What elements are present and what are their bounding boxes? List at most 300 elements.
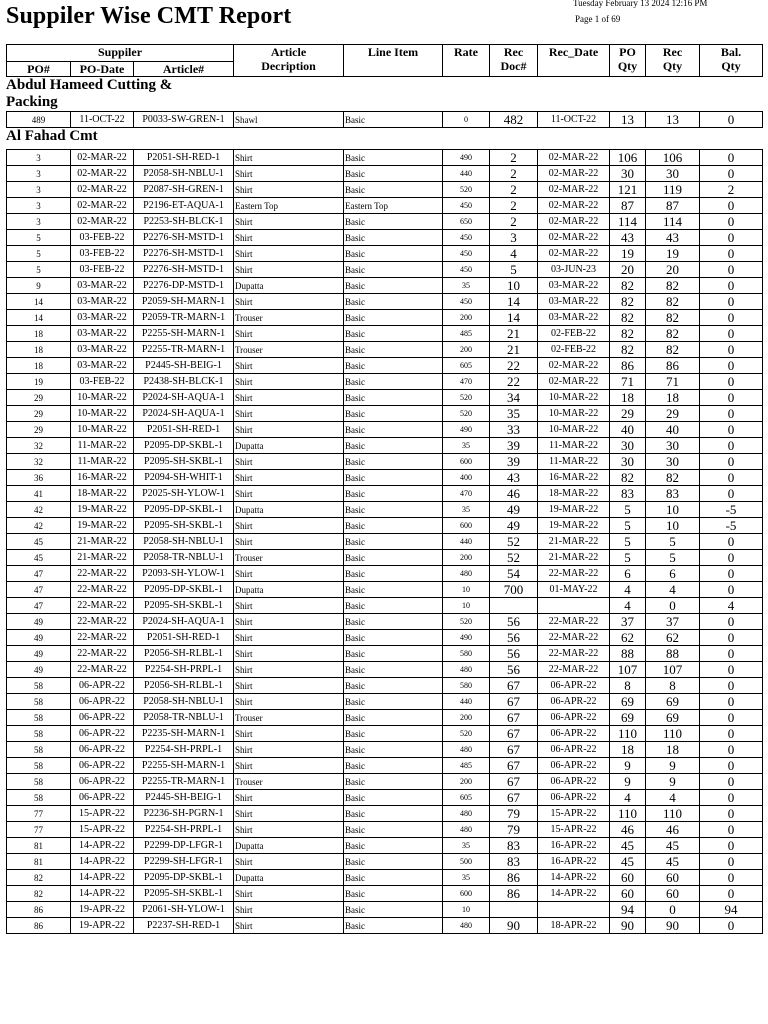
- cell-po-qty: 5: [610, 502, 646, 518]
- cell-article-number: P2061-SH-YLOW-1: [134, 902, 234, 918]
- cell-rec-doc: 56: [490, 646, 538, 662]
- cell-article-number: P2299-SH-LFGR-1: [134, 854, 234, 870]
- cell-article-number: P2058-TR-NBLU-1: [134, 710, 234, 726]
- cell-po-date: 11-MAR-22: [71, 438, 134, 454]
- cell-rec-doc: 83: [490, 838, 538, 854]
- cell-line-item: Basic: [344, 470, 443, 486]
- cell-article-number: P2095-DP-SKBL-1: [134, 502, 234, 518]
- cell-rec-qty: 10: [646, 502, 700, 518]
- cell-po-number: 45: [7, 550, 71, 566]
- cell-line-item: Basic: [344, 486, 443, 502]
- cell-rate: 600: [443, 886, 490, 902]
- cell-po-number: 47: [7, 598, 71, 614]
- cell-rec-date: 02-MAR-22: [538, 246, 610, 262]
- cell-po-date: 14-APR-22: [71, 838, 134, 854]
- cell-rec-date: 10-MAR-22: [538, 422, 610, 438]
- cell-rec-date: 22-MAR-22: [538, 566, 610, 582]
- cell-rec-doc: 2: [490, 166, 538, 182]
- cell-line-item: Basic: [344, 870, 443, 886]
- cell-bal-qty: 0: [700, 854, 763, 870]
- table-row: [7, 406, 763, 422]
- cell-po-date: 21-MAR-22: [71, 550, 134, 566]
- cell-line-item: Basic: [344, 294, 443, 310]
- cell-article-description: Shirt: [234, 214, 344, 230]
- cell-article-description: Shirt: [234, 358, 344, 374]
- cell-po-number: 47: [7, 582, 71, 598]
- cell-po-date: 14-APR-22: [71, 870, 134, 886]
- cell-rec-qty: 30: [646, 454, 700, 470]
- cell-article-number: P2056-SH-RLBL-1: [134, 646, 234, 662]
- cell-rec-doc: 482: [490, 112, 538, 128]
- cell-line-item: Basic: [344, 502, 443, 518]
- cell-rec-doc: 21: [490, 326, 538, 342]
- cell-article-number: P2235-SH-MARN-1: [134, 726, 234, 742]
- table-row: [7, 294, 763, 310]
- cell-rec-date: 02-MAR-22: [538, 358, 610, 374]
- cell-article-number: P2087-SH-GREN-1: [134, 182, 234, 198]
- cell-po-number: 29: [7, 406, 71, 422]
- cell-po-number: 58: [7, 774, 71, 790]
- cell-line-item: Basic: [344, 598, 443, 614]
- cell-rec-doc: 5: [490, 262, 538, 278]
- cell-article-description: Shirt: [234, 598, 344, 614]
- cell-bal-qty: 0: [700, 390, 763, 406]
- cell-rec-date: [538, 902, 610, 918]
- cell-po-number: 58: [7, 726, 71, 742]
- cell-line-item: Basic: [344, 422, 443, 438]
- cell-article-number: P2237-SH-RED-1: [134, 918, 234, 934]
- cell-bal-qty: 0: [700, 614, 763, 630]
- cell-bal-qty: 0: [700, 214, 763, 230]
- cell-po-number: 5: [7, 262, 71, 278]
- cell-bal-qty: 0: [700, 774, 763, 790]
- cell-article-description: Dupatta: [234, 582, 344, 598]
- cell-po-number: 47: [7, 566, 71, 582]
- cell-rate: 500: [443, 854, 490, 870]
- cell-rec-date: 02-MAR-22: [538, 230, 610, 246]
- cell-rec-doc: 34: [490, 390, 538, 406]
- cell-rate: 200: [443, 342, 490, 358]
- cell-po-date: 10-MAR-22: [71, 422, 134, 438]
- cell-article-number: P2445-SH-BEIG-1: [134, 790, 234, 806]
- cell-bal-qty: 0: [700, 470, 763, 486]
- table-row: [7, 774, 763, 790]
- cell-article-description: Shirt: [234, 566, 344, 582]
- cell-po-date: 15-APR-22: [71, 806, 134, 822]
- cell-rec-qty: 19: [646, 246, 700, 262]
- cell-rec-date: 16-APR-22: [538, 838, 610, 854]
- cell-po-date: 02-MAR-22: [71, 214, 134, 230]
- table-row: [7, 262, 763, 278]
- cell-article-number: P0033-SW-GREN-1: [134, 112, 234, 128]
- cell-rate: 35: [443, 278, 490, 294]
- cell-article-number: P2255-TR-MARN-1: [134, 774, 234, 790]
- cell-line-item: Basic: [344, 390, 443, 406]
- cell-article-description: Trouser: [234, 310, 344, 326]
- cell-article-number: P2051-SH-RED-1: [134, 422, 234, 438]
- cell-rec-doc: 67: [490, 678, 538, 694]
- cell-bal-qty: 0: [700, 918, 763, 934]
- cell-article-description: Shirt: [234, 294, 344, 310]
- cell-po-date: 06-APR-22: [71, 758, 134, 774]
- cell-rate: 440: [443, 166, 490, 182]
- cell-po-date: 16-MAR-22: [71, 470, 134, 486]
- cell-rec-date: 18-MAR-22: [538, 486, 610, 502]
- cell-article-description: Shirt: [234, 758, 344, 774]
- cell-po-number: 32: [7, 454, 71, 470]
- cell-rec-date: 22-MAR-22: [538, 646, 610, 662]
- cell-rate: 10: [443, 598, 490, 614]
- group-title: Abdul Hameed Cutting & Packing: [6, 77, 173, 110]
- cell-line-item: Basic: [344, 112, 443, 128]
- cell-rec-date: 03-JUN-23: [538, 262, 610, 278]
- cell-line-item: Basic: [344, 454, 443, 470]
- column-header: [6, 44, 763, 77]
- cell-po-number: 58: [7, 694, 71, 710]
- table-row: [7, 854, 763, 870]
- cell-rec-qty: 37: [646, 614, 700, 630]
- cell-rec-qty: 5: [646, 550, 700, 566]
- cell-rec-qty: 46: [646, 822, 700, 838]
- cell-po-qty: 82: [610, 294, 646, 310]
- cell-rec-qty: 114: [646, 214, 700, 230]
- cell-rate: 600: [443, 454, 490, 470]
- cell-article-description: Shirt: [234, 646, 344, 662]
- cell-bal-qty: 0: [700, 534, 763, 550]
- table-row: [7, 150, 763, 166]
- cell-line-item: Basic: [344, 902, 443, 918]
- cell-rec-qty: 9: [646, 758, 700, 774]
- cell-bal-qty: 0: [700, 278, 763, 294]
- cell-po-qty: 5: [610, 550, 646, 566]
- cell-po-qty: 69: [610, 710, 646, 726]
- table-row: [7, 310, 763, 326]
- cell-article-number: P2095-SH-SKBL-1: [134, 454, 234, 470]
- table-row: [7, 502, 763, 518]
- cell-article-number: P2276-DP-MSTD-1: [134, 278, 234, 294]
- cell-rec-date: 06-APR-22: [538, 774, 610, 790]
- cell-rate: 605: [443, 358, 490, 374]
- cell-po-date: 03-FEB-22: [71, 230, 134, 246]
- cell-po-qty: 69: [610, 694, 646, 710]
- cell-rec-doc: 3: [490, 230, 538, 246]
- cell-article-description: Shirt: [234, 742, 344, 758]
- cell-po-qty: 82: [610, 278, 646, 294]
- cell-po-number: 58: [7, 678, 71, 694]
- cell-line-item: Basic: [344, 534, 443, 550]
- cell-line-item: Basic: [344, 742, 443, 758]
- cell-po-qty: 4: [610, 582, 646, 598]
- table-row: [7, 374, 763, 390]
- header-po-date: PO-Date: [71, 62, 134, 77]
- cell-rec-doc: 35: [490, 406, 538, 422]
- cell-line-item: Basic: [344, 278, 443, 294]
- cell-rate: 480: [443, 806, 490, 822]
- cell-rec-date: 10-MAR-22: [538, 390, 610, 406]
- cell-rec-qty: 4: [646, 790, 700, 806]
- cell-article-number: P2095-SH-SKBL-1: [134, 886, 234, 902]
- cell-rec-date: 15-APR-22: [538, 806, 610, 822]
- cell-rate: 200: [443, 710, 490, 726]
- cell-line-item: Basic: [344, 806, 443, 822]
- cell-line-item: Basic: [344, 326, 443, 342]
- cell-rec-qty: 86: [646, 358, 700, 374]
- cell-po-date: 22-MAR-22: [71, 582, 134, 598]
- cell-line-item: Eastern Top: [344, 198, 443, 214]
- cell-po-number: 49: [7, 662, 71, 678]
- cell-rate: 35: [443, 438, 490, 454]
- cell-bal-qty: 0: [700, 694, 763, 710]
- table-row: [7, 710, 763, 726]
- cell-po-date: 06-APR-22: [71, 742, 134, 758]
- cell-rec-doc: 86: [490, 870, 538, 886]
- cell-rec-qty: 82: [646, 342, 700, 358]
- cell-rec-qty: 110: [646, 806, 700, 822]
- cell-article-description: Trouser: [234, 342, 344, 358]
- cell-po-date: 03-MAR-22: [71, 278, 134, 294]
- header-article-description: Article Decription: [234, 45, 344, 77]
- cell-rec-qty: 8: [646, 678, 700, 694]
- table-row: [7, 902, 763, 918]
- cell-po-qty: 8: [610, 678, 646, 694]
- cell-rec-doc: 21: [490, 342, 538, 358]
- cell-rec-qty: 45: [646, 854, 700, 870]
- cell-line-item: Basic: [344, 758, 443, 774]
- cell-rec-qty: 87: [646, 198, 700, 214]
- cell-po-qty: 9: [610, 758, 646, 774]
- cell-rate: 35: [443, 502, 490, 518]
- cell-bal-qty: 0: [700, 406, 763, 422]
- cell-line-item: Basic: [344, 246, 443, 262]
- cell-po-date: 03-FEB-22: [71, 374, 134, 390]
- cell-article-description: Shirt: [234, 246, 344, 262]
- cell-rate: 200: [443, 774, 490, 790]
- cell-bal-qty: 0: [700, 726, 763, 742]
- cell-po-number: 45: [7, 534, 71, 550]
- cell-line-item: Basic: [344, 230, 443, 246]
- cell-article-number: P2058-SH-NBLU-1: [134, 534, 234, 550]
- cell-rate: 35: [443, 870, 490, 886]
- cell-article-number: P2255-TR-MARN-1: [134, 342, 234, 358]
- cell-line-item: Basic: [344, 854, 443, 870]
- table-row: [7, 614, 763, 630]
- cell-bal-qty: 0: [700, 646, 763, 662]
- cell-rec-doc: 67: [490, 694, 538, 710]
- cell-rec-qty: 106: [646, 150, 700, 166]
- cell-rec-doc: [490, 902, 538, 918]
- cell-article-number: P2024-SH-AQUA-1: [134, 614, 234, 630]
- cell-line-item: Basic: [344, 710, 443, 726]
- cell-article-number: P2025-SH-YLOW-1: [134, 486, 234, 502]
- cell-rate: 480: [443, 742, 490, 758]
- cell-line-item: Basic: [344, 214, 443, 230]
- cell-po-qty: 5: [610, 518, 646, 534]
- table-row: [7, 790, 763, 806]
- cell-line-item: Basic: [344, 518, 443, 534]
- cell-rec-doc: 10: [490, 278, 538, 294]
- table-row: [7, 534, 763, 550]
- print-timestamp: Tuesday February 13 2024 12:16 PM: [573, 0, 708, 8]
- cell-po-qty: 90: [610, 918, 646, 934]
- table-row: [7, 486, 763, 502]
- cell-rec-qty: 5: [646, 534, 700, 550]
- cell-article-number: P2051-SH-RED-1: [134, 150, 234, 166]
- cell-article-description: Trouser: [234, 710, 344, 726]
- cell-po-qty: 45: [610, 854, 646, 870]
- table-row: [7, 166, 763, 182]
- cell-bal-qty: 0: [700, 358, 763, 374]
- cell-line-item: Basic: [344, 550, 443, 566]
- cell-rec-doc: 39: [490, 454, 538, 470]
- cell-rec-doc: 56: [490, 614, 538, 630]
- cell-po-qty: 19: [610, 246, 646, 262]
- cell-rec-date: 02-FEB-22: [538, 326, 610, 342]
- cell-rec-doc: 56: [490, 662, 538, 678]
- cell-rec-qty: 82: [646, 278, 700, 294]
- cell-article-description: Shirt: [234, 390, 344, 406]
- cell-po-qty: 87: [610, 198, 646, 214]
- cell-rec-doc: 67: [490, 742, 538, 758]
- table-row: [7, 582, 763, 598]
- cell-po-qty: 86: [610, 358, 646, 374]
- cell-line-item: Basic: [344, 182, 443, 198]
- cell-rec-qty: 119: [646, 182, 700, 198]
- cell-article-description: Shirt: [234, 262, 344, 278]
- cell-po-number: 81: [7, 854, 71, 870]
- cell-rate: 10: [443, 582, 490, 598]
- table-row: [7, 438, 763, 454]
- cell-article-number: P2438-SH-BLCK-1: [134, 374, 234, 390]
- cell-line-item: Basic: [344, 262, 443, 278]
- cell-article-description: Shirt: [234, 854, 344, 870]
- cell-po-date: 10-MAR-22: [71, 390, 134, 406]
- cell-rec-qty: 4: [646, 582, 700, 598]
- cell-rec-date: 18-APR-22: [538, 918, 610, 934]
- cell-po-date: 22-MAR-22: [71, 630, 134, 646]
- cell-po-date: 02-MAR-22: [71, 150, 134, 166]
- cell-po-number: 18: [7, 358, 71, 374]
- cell-rate: 520: [443, 726, 490, 742]
- cell-po-qty: 83: [610, 486, 646, 502]
- cell-bal-qty: 0: [700, 566, 763, 582]
- cell-po-date: 02-MAR-22: [71, 182, 134, 198]
- table-row: [7, 918, 763, 934]
- cell-rec-date: 02-MAR-22: [538, 214, 610, 230]
- cell-article-number: P2276-SH-MSTD-1: [134, 230, 234, 246]
- header-article-number: Article#: [134, 62, 234, 77]
- cell-po-number: 5: [7, 246, 71, 262]
- table-row: [7, 326, 763, 342]
- cell-rec-doc: 2: [490, 198, 538, 214]
- cell-po-date: 03-MAR-22: [71, 310, 134, 326]
- cell-po-date: 03-FEB-22: [71, 262, 134, 278]
- cell-rec-date: 21-MAR-22: [538, 534, 610, 550]
- cell-article-number: P2059-SH-MARN-1: [134, 294, 234, 310]
- cell-po-qty: 30: [610, 438, 646, 454]
- cell-bal-qty: 0: [700, 582, 763, 598]
- cell-po-qty: 18: [610, 390, 646, 406]
- cell-po-date: 03-MAR-22: [71, 294, 134, 310]
- cell-po-number: 77: [7, 806, 71, 822]
- cell-line-item: Basic: [344, 646, 443, 662]
- cell-po-date: 06-APR-22: [71, 710, 134, 726]
- cell-line-item: Basic: [344, 358, 443, 374]
- table-row: [7, 742, 763, 758]
- cell-po-number: 3: [7, 198, 71, 214]
- header-line-item: Line Item: [344, 45, 443, 77]
- cell-po-date: 21-MAR-22: [71, 534, 134, 550]
- cell-po-number: 86: [7, 918, 71, 934]
- table-row: [7, 870, 763, 886]
- cell-bal-qty: 0: [700, 342, 763, 358]
- cell-line-item: Basic: [344, 438, 443, 454]
- cell-rate: 650: [443, 214, 490, 230]
- cell-rec-date: 10-MAR-22: [538, 406, 610, 422]
- header-po-number: PO#: [7, 62, 71, 77]
- cell-rec-doc: 52: [490, 534, 538, 550]
- group-title: Al Fahad Cmt: [6, 128, 98, 144]
- cell-article-description: Shirt: [234, 614, 344, 630]
- cell-po-date: 03-FEB-22: [71, 246, 134, 262]
- cell-rec-doc: 22: [490, 358, 538, 374]
- cell-rate: 600: [443, 518, 490, 534]
- cell-rate: 520: [443, 390, 490, 406]
- cell-article-number: P2094-SH-WHIT-1: [134, 470, 234, 486]
- cell-rec-qty: 9: [646, 774, 700, 790]
- cell-rate: 200: [443, 550, 490, 566]
- cell-po-number: 81: [7, 838, 71, 854]
- cell-rec-date: 14-APR-22: [538, 886, 610, 902]
- cell-po-qty: 46: [610, 822, 646, 838]
- cell-po-number: 32: [7, 438, 71, 454]
- table-row: [7, 470, 763, 486]
- cell-po-date: 02-MAR-22: [71, 198, 134, 214]
- cell-po-date: 11-MAR-22: [71, 454, 134, 470]
- cell-rate: 480: [443, 566, 490, 582]
- cell-po-date: 22-MAR-22: [71, 614, 134, 630]
- cell-rec-qty: 88: [646, 646, 700, 662]
- cell-rec-doc: 79: [490, 806, 538, 822]
- cell-bal-qty: 0: [700, 310, 763, 326]
- cell-bal-qty: 0: [700, 326, 763, 342]
- cell-rec-date: 11-MAR-22: [538, 438, 610, 454]
- cell-rate: 10: [443, 902, 490, 918]
- cell-bal-qty: 0: [700, 662, 763, 678]
- cell-article-description: Shirt: [234, 470, 344, 486]
- cell-bal-qty: 0: [700, 886, 763, 902]
- cell-article-number: P2299-DP-LFGR-1: [134, 838, 234, 854]
- cell-line-item: Basic: [344, 678, 443, 694]
- cell-po-date: 03-MAR-22: [71, 342, 134, 358]
- cell-rate: 450: [443, 262, 490, 278]
- cell-rec-date: 02-MAR-22: [538, 150, 610, 166]
- cell-rec-date: 22-MAR-22: [538, 614, 610, 630]
- table-row: [7, 518, 763, 534]
- cell-po-qty: 71: [610, 374, 646, 390]
- cell-rec-qty: 10: [646, 518, 700, 534]
- cell-article-number: P2024-SH-AQUA-1: [134, 406, 234, 422]
- table-row: [7, 838, 763, 854]
- cell-po-qty: 6: [610, 566, 646, 582]
- cell-line-item: Basic: [344, 694, 443, 710]
- cell-bal-qty: 2: [700, 182, 763, 198]
- cell-rec-date: 03-MAR-22: [538, 278, 610, 294]
- cell-rec-date: 11-MAR-22: [538, 454, 610, 470]
- table-row: [7, 112, 763, 128]
- cell-po-number: 14: [7, 294, 71, 310]
- cell-line-item: Basic: [344, 726, 443, 742]
- cell-article-description: Shirt: [234, 182, 344, 198]
